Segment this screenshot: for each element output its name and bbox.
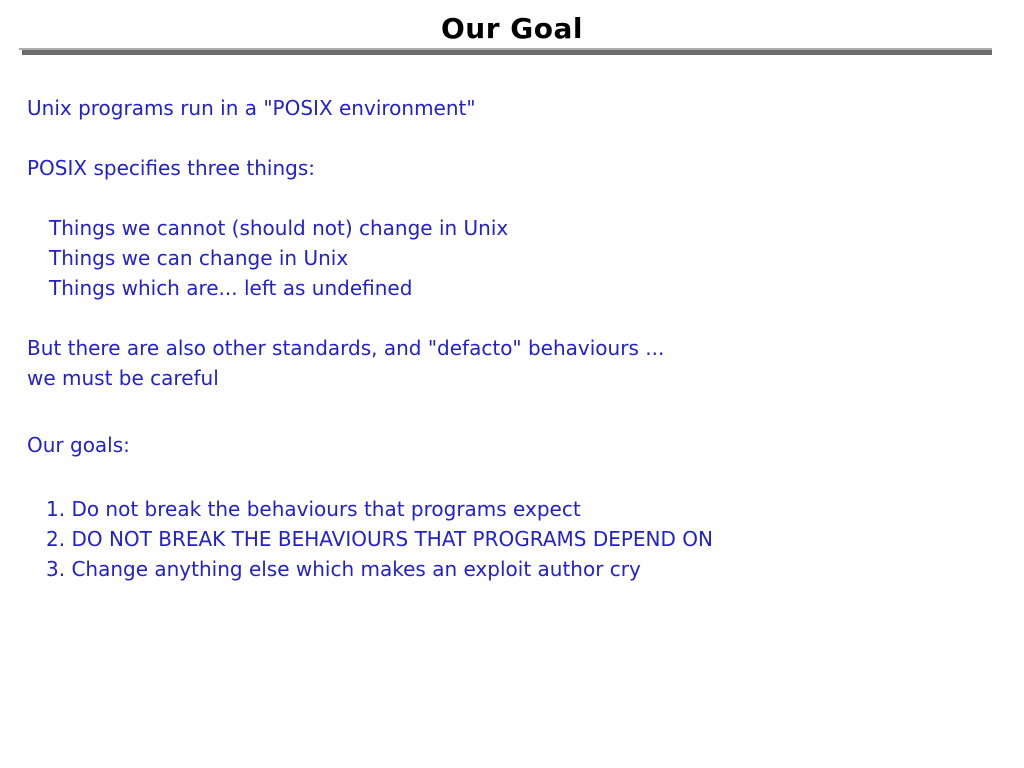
posix-item: Things which are... left as undefined [49,276,413,300]
goal-item: 3. Change anything else which makes an exploit author cry [46,557,641,581]
caution-line: we must be careful [27,366,219,390]
title-rule-shadow [22,50,992,55]
posix-item: Things we can change in Unix [49,246,349,270]
intro-line: Unix programs run in a "POSIX environment" [27,96,476,120]
posix-item: Things we cannot (should not) change in Unix [49,216,509,240]
goal-item: 1. Do not break the behaviours that programs expect [46,497,581,521]
goals-heading: Our goals: [27,433,130,457]
slide-title: Our Goal [440,12,583,45]
goal-item: 2. DO NOT BREAK THE BEHAVIOURS THAT PROGRAMS DEPEND ON [46,527,713,551]
caution-line: But there are also other standards, and "defacto" behaviours ... [27,336,665,360]
posix-heading: POSIX specifies three things: [27,156,315,180]
